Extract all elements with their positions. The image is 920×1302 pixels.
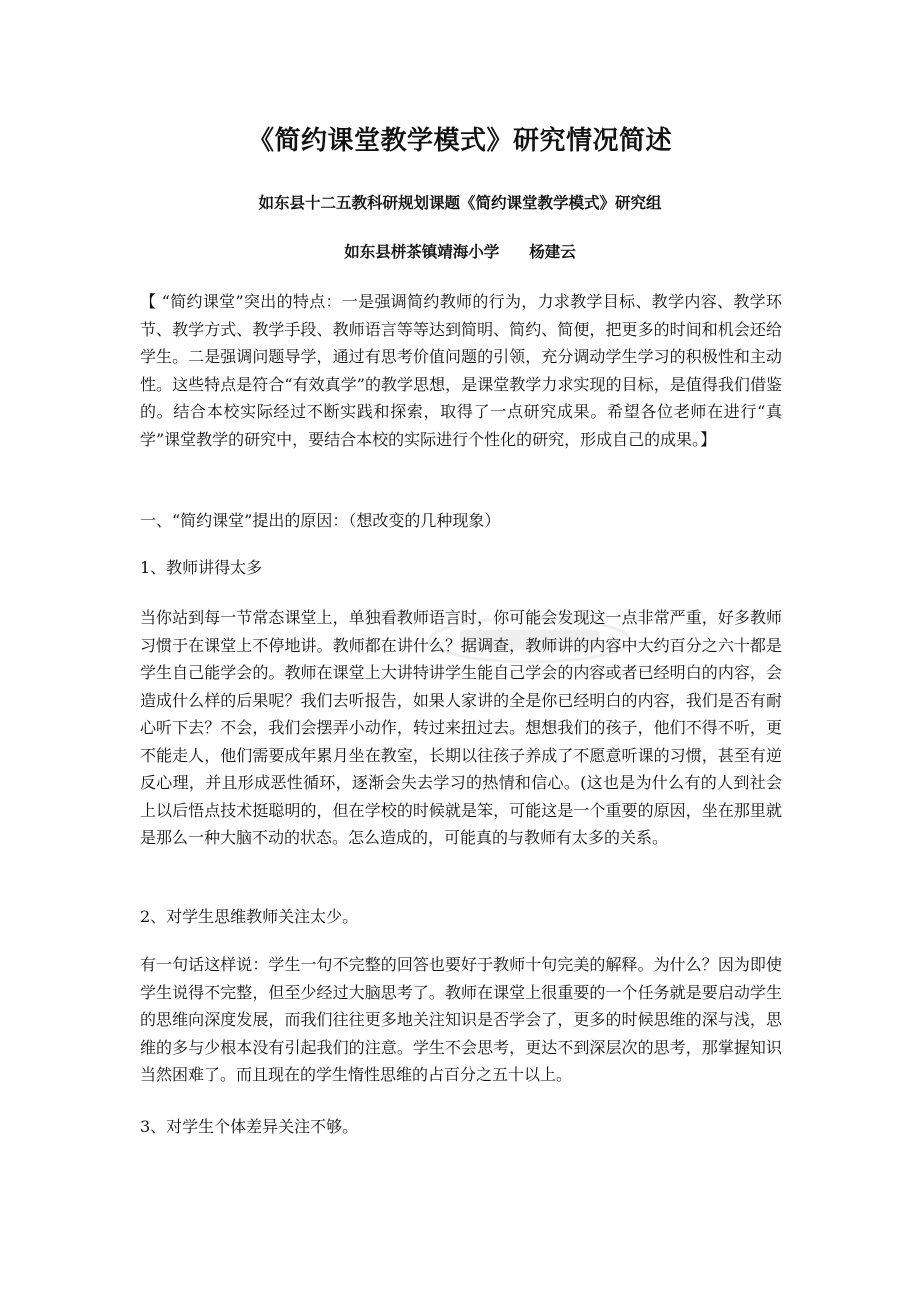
item-body-2: 有一句话这样说：学生一句不完整的回答也要好于教师十句完美的解释。为什么？因为即使学生说得不完整，但至少经过大脑思考了。教师在课堂上很重要的一个任务就是要启动学生的思维向深度发展，而我们往往更多地关注知识是否学会了，更多的时候思维的深与浅，思维的多与少根本没有引起我们的注意。学生不会思考，更达不到深层次的思考，那掌握知识当然困难了。而且现在的学生惰性思维的占百分之五十以上。 [140,955,782,1084]
item-body-1: 当你站到每一节常态课堂上，单独看教师语言时，你可能会发现这一点非常严重，好多教师习惯于在课堂上不停地讲。教师都在讲什么？据调查，教师讲的内容中大约百分之六十都是学生自己能学会的。教师在课堂上大讲特讲学生能自己学会的内容或者已经明白的内容，会造成什么样的后果呢？我们去听报告，如果人家讲的全是你已经明白的内容，我们是否有耐心听下去？不会，我们会摆弄小动作，转过来扭过去。想想我们的孩子，他们不得不听，更不能走人，他们需要成年累月坐在教室，长期以往孩子养成了不愿意听课的习惯，甚至有逆反心理，并且形成恶性循环，逐渐会失去学习的热情和信心。(这也是为什么有的人到社会上以后悟点技术挺聪明的，但在学校的时候就是笨，可能这是一个重要的原因，坐在那里就是那么一种大脑不动的状态。怎么造成的，可能真的与教师有太多的关系。 [140,608,782,847]
section-heading: 一、“简约课堂”提出的原因：（想改变的几种现象） [140,511,501,530]
abstract-paragraph: 【 “简约课堂”突出的特点：一是强调简约教师的行为，力求教学目标、教学内容、教学环节、教学方式、教学手段、教师语言等等达到简明、简约、简便，把更多的时间和机会还给学生。二是强调问题导学，通过有思考价值问题的引领，充分调动学生学习的积极性和主动性。这些特点是符合“有效真学”的教学思想，是课堂教学力求实现的目标，是值得我们借鉴的。结合本校实际经过不断实践和探索，取得了一点研究成果。希望各位老师在进行“真学”课堂教学的研究中，要结合本校的实际进行个性化的研究，形成自己的成果。】 [140,292,782,449]
author-school: 如东县栟茶镇靖海小学 [344,242,500,261]
item-heading-2: 2、对学生思维教师关注太少。 [140,907,359,926]
author-line [0,240,920,264]
document-title: 《简约课堂教学模式》研究情况简述 [247,126,672,156]
item-heading-3: 3、对学生个体差异关注不够。 [140,1117,359,1136]
document-subtitle: 如东县十二五教科研规划课题《简约课堂教学模式》研究组 [258,193,662,212]
item-heading-1: 1、教师讲得太多 [140,558,263,577]
author-name: 杨建云 [529,242,576,261]
